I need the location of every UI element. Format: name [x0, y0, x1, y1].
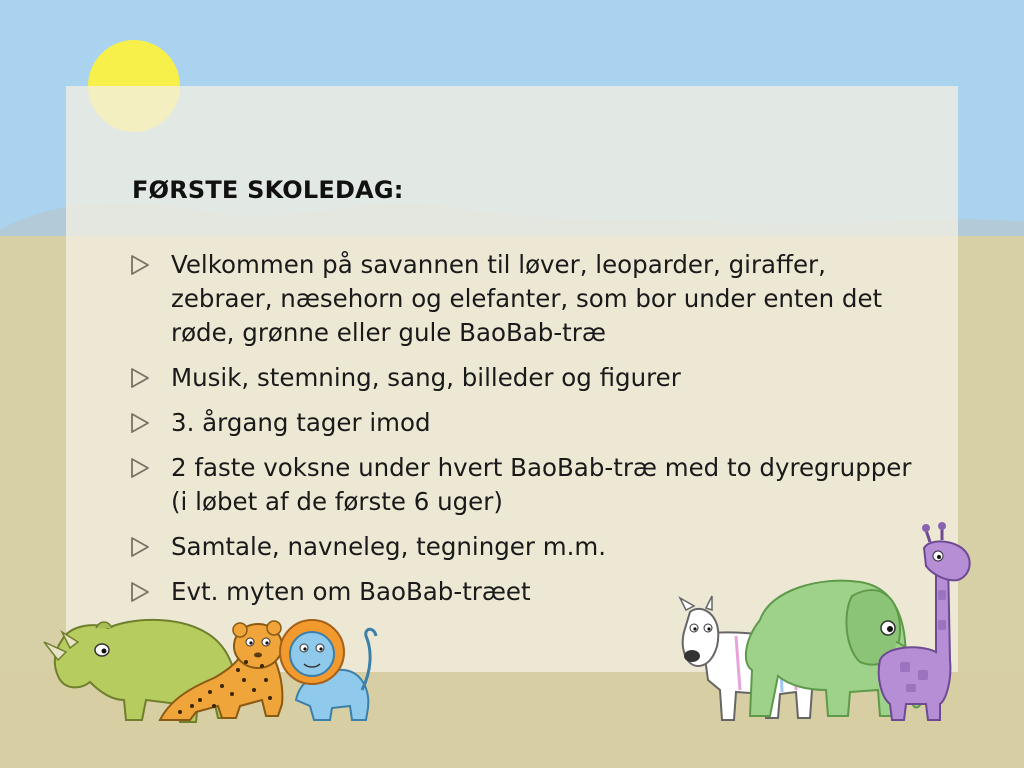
- list-item: [130, 575, 930, 609]
- list-item: [130, 530, 930, 564]
- list-item: [130, 361, 930, 395]
- triangle-bullet-icon: [130, 536, 150, 558]
- triangle-bullet-icon: [130, 581, 150, 603]
- triangle-bullet-icon: [130, 367, 150, 389]
- triangle-bullet-icon: [130, 254, 150, 276]
- list-item: [130, 451, 930, 519]
- list-item-text: Samtale, navneleg, tegninger m.m.: [171, 532, 607, 561]
- list-item-text: Musik, stemning, sang, billeder og figurer: [171, 363, 681, 392]
- triangle-bullet-icon: [130, 412, 150, 434]
- list-item-text: 2 faste voksne under hvert BaoBab-træ med to dyregrupper (i løbet af de første 6 uger): [171, 453, 912, 516]
- list-item-text: Velkommen på savannen til løver, leoparder, giraffer, zebraer, næsehorn og elefanter, som bor under enten det røde, grønne eller gule BaoBab-træ: [171, 250, 883, 347]
- list-item: [130, 406, 930, 440]
- slide-title: FØRSTE SKOLEDAG:: [132, 176, 404, 204]
- bullet-list: [130, 248, 930, 620]
- list-item-text: 3. årgang tager imod: [171, 408, 431, 437]
- list-item-text: Evt. myten om BaoBab-træet: [171, 577, 531, 606]
- list-item: [130, 248, 930, 350]
- triangle-bullet-icon: [130, 457, 150, 479]
